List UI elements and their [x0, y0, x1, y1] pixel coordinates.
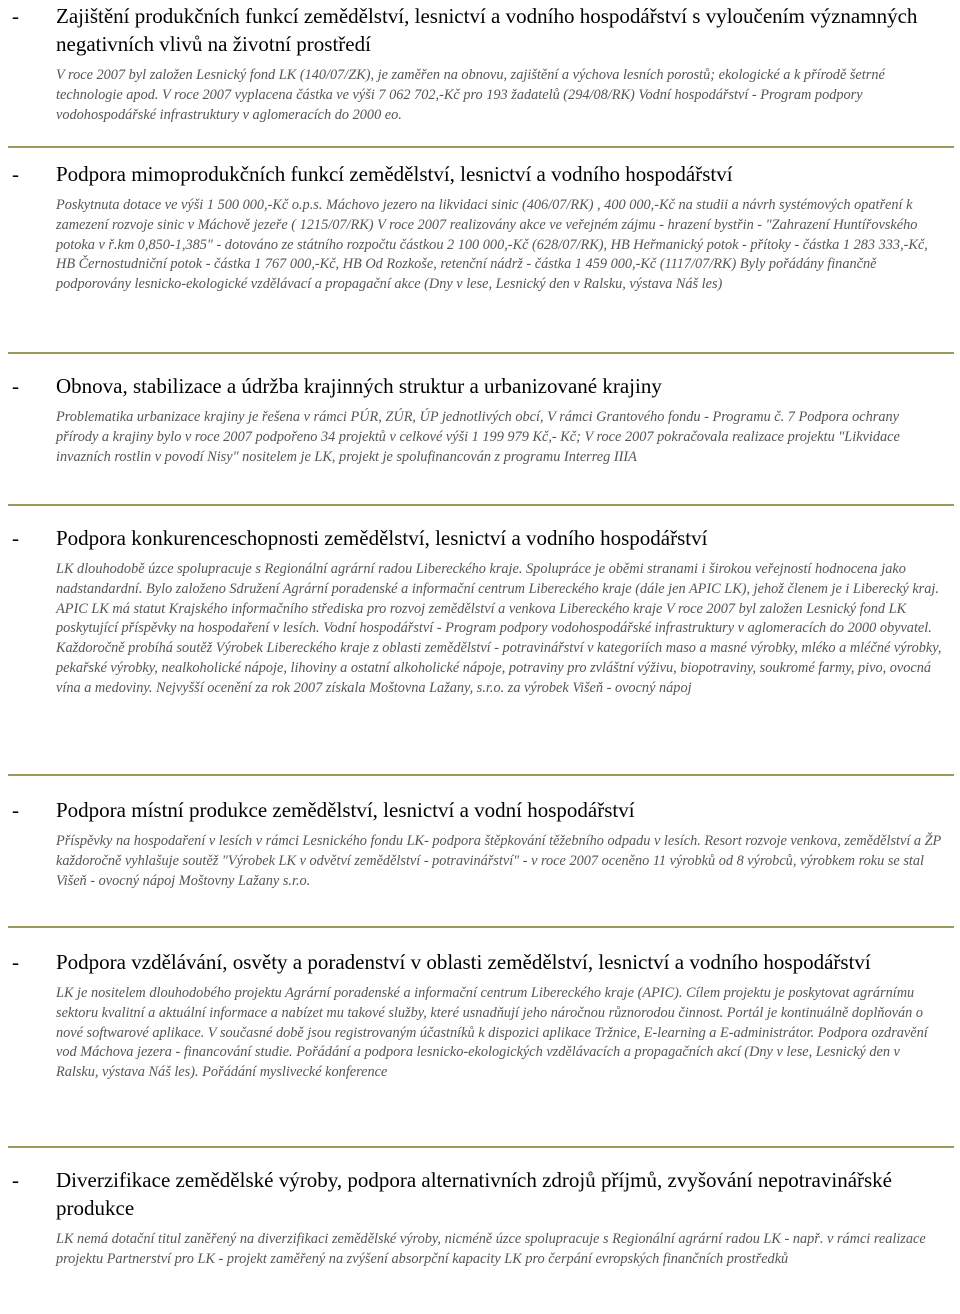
section-body: LK dlouhodobě úzce spolupracuje s Regionální agrární radou Libereckého kraje. Spolupráce je oběmi stranami i širokou veřejností hodnocena jako nadstandardní. Bylo založeno Sdružení Agrární poradenské a informační centrum Libereckého kraje (dále jen APIC LK), jehož členem je i Liberecký kraj. APIC LK má statut Krajského informačního střediska pro rozvoj zemědělství a venkova Libereckého kraje V roce 2007 byl založen Lesnický fond LK poskytující příspěvky na hospodaření v lesích. Vodní hospodářství - Program podpory vodohospodářské infrastruktury v aglomeracích do 2000 obyvatel. Každoročně probíhá soutěž Výrobek Libereckého kraje z oblasti zemědělství - potravinářství v kategoriích maso a masné výrobky, mléko a mléčné výrobky, pekařské výrobky, nealkoholické nápoje, lihoviny a ostatní alkoholické nápoje, potraviny pro zvláštní výživu, biopotraviny, soukromé farmy, pivo, ovocná vína a medoviny. Nejvyšší ocenění za rok 2007 získala Moštovna Lažany, s.r.o. za výrobek Višeň - ovocný nápoj — [56, 561, 942, 696]
section-divider — [8, 146, 954, 148]
section-divider — [8, 504, 954, 506]
section-heading-text: Podpora mimoprodukčních funkcí zemědělství, lesnictví a vodního hospodářství — [56, 162, 733, 186]
section-heading — [0, 2, 960, 58]
section-body: Poskytnuta dotace ve výši 1 500 000,-Kč o.p.s. Máchovo jezero na likvidaci sinic (406/07/RK) , 400 000,-Kč na studii a návrh systémových opatření k zamezení rozvoje sinic v Máchově jezeře ( 1215/07/RK) V roce 2007 realizovány akce ve veřejném zájmu - hrazení bystřin - "Zahrazení Huntířovského potoka v ř.km 0,850-1,385" - dotováno ze státního rozpočtu částkou 2 100 000,-Kč (628/07/RK), HB Heřmanický potok - přítoky - částka 1 283 333,-Kč, HB Černostudniční potok - částka 1 767 000,-Kč, HB Od Rozkoše, retenční nádrž - částka 1 459 000,-Kč (1117/07/RK) Byly pořádány finančně podporovány lesnicko-ekologické vzdělávací a propagační akce (Dny v lese, Lesnický den v Ralsku, výstava Náš les) — [56, 197, 928, 293]
section-divider — [8, 1146, 954, 1148]
section-heading-text: Obnova, stabilizace a údržba krajinných struktur a urbanizované krajiny — [56, 374, 662, 398]
bullet-dash: - — [12, 950, 19, 974]
section-body: LK je nositelem dlouhodobého projektu Agrární poradenské a informační centrum Libereckého kraje (APIC). Cílem projektu je poskytovat agrárnímu sektoru kvalitní a aktuální informace a nabízet mu takové služby, které usnadňují jeho náročnou různorodou činnost. Portál je kontinuálně doplňován o nové softwarové aplikace. V současné době jsou registrovaným účastníků k dispozici aplikace Tržnice, E-learning a E-administrátor. Podpora ozdravění vod Máchova jezera - financování studie. Pořádání a podpora lesnicko-ekologických vzdělávacích a propagačních akcí (Dny v lese, Lesnický den v Ralsku, výstava Náš les). Pořádání myslivecké konference — [56, 985, 928, 1081]
section-heading-text: Zajištění produkčních funkcí zemědělství, lesnictví a vodního hospodářství s vyloučením významných negativních vlivů na životní prostředí — [56, 4, 918, 56]
section-4 — [0, 524, 960, 699]
section-heading — [0, 1166, 960, 1222]
section-heading-text: Podpora konkurenceschopnosti zemědělství, lesnictví a vodního hospodářství — [56, 526, 708, 550]
section-heading-text: Podpora místní produkce zemědělství, lesnictví a vodní hospodářství — [56, 798, 635, 822]
section-2 — [0, 160, 960, 295]
section-heading-text: Diverzifikace zemědělské výroby, podpora alternativních zdrojů příjmů, zvyšování nepotravinářské produkce — [56, 1168, 893, 1220]
section-heading — [0, 524, 960, 552]
section-heading — [0, 372, 960, 400]
section-3 — [0, 372, 960, 467]
section-1 — [0, 2, 960, 125]
bullet-dash: - — [12, 526, 19, 550]
section-7 — [0, 1166, 960, 1270]
section-divider — [8, 774, 954, 776]
section-divider — [8, 926, 954, 928]
section-divider — [8, 352, 954, 354]
section-heading-text: Podpora vzdělávání, osvěty a poradenství v oblasti zemědělství, lesnictví a vodního hospodářství — [56, 950, 871, 974]
section-body: Problematika urbanizace krajiny je řešena v rámci PÚR, ZÚR, ÚP jednotlivých obcí, V rámci Grantového fondu - Programu č. 7 Podpora ochrany přírody a krajiny bylo v roce 2007 podpořeno 34 projektů v celkové výši 1 199 979 Kč,- Kč; V roce 2007 pokračovala realizace projektu "Likvidace invazních rostlin v povodí Nisy" nositelem je LK, projekt je spolufinancován z programu Interreg IIIA — [56, 409, 900, 465]
bullet-dash: - — [12, 4, 19, 28]
section-heading — [0, 160, 960, 188]
bullet-dash: - — [12, 798, 19, 822]
section-heading — [0, 796, 960, 824]
section-body: Příspěvky na hospodaření v lesích v rámci Lesnického fondu LK- podpora štěpkování těžebního odpadu v lesích. Resort rozvoje venkova, zemědělství a ŽP každoročně vyhlašuje soutěž "Výrobek LK v odvětví zemědělství - potravinářství" - v roce 2007 oceněno 11 výrobků od 8 výrobců, výrobkem roku se stal Višeň - ovocný nápoj Moštovny Lažany s.r.o. — [56, 833, 942, 889]
section-body: LK nemá dotační titul zaněřený na diverzifikaci zemědělské výroby, nicméně úzce spolupracuje s Regionální agrární radou LK - např. v rámci realizace projektu Partnerství pro LK - projekt zaměřený na zvýšení absorpční kapacity LK pro čerpání evropských finančních prostředků — [56, 1231, 926, 1267]
bullet-dash: - — [12, 162, 19, 186]
bullet-dash: - — [12, 374, 19, 398]
section-body: V roce 2007 byl založen Lesnický fond LK (140/07/ZK), je zaměřen na obnovu, zajištění a výchova lesních porostů; ekologické a k přírodě šetrné technologie apod. V roce 2007 vyplacena částka ve výši 7 062 702,-Kč pro 193 žadatelů (294/08/RK) Vodní hospodářství - Program podpory vodohospodářské infrastruktury v aglomeracích do 2000 eo. — [56, 67, 885, 123]
section-6 — [0, 948, 960, 1083]
bullet-dash: - — [12, 1168, 19, 1192]
section-heading — [0, 948, 960, 976]
section-5 — [0, 796, 960, 891]
